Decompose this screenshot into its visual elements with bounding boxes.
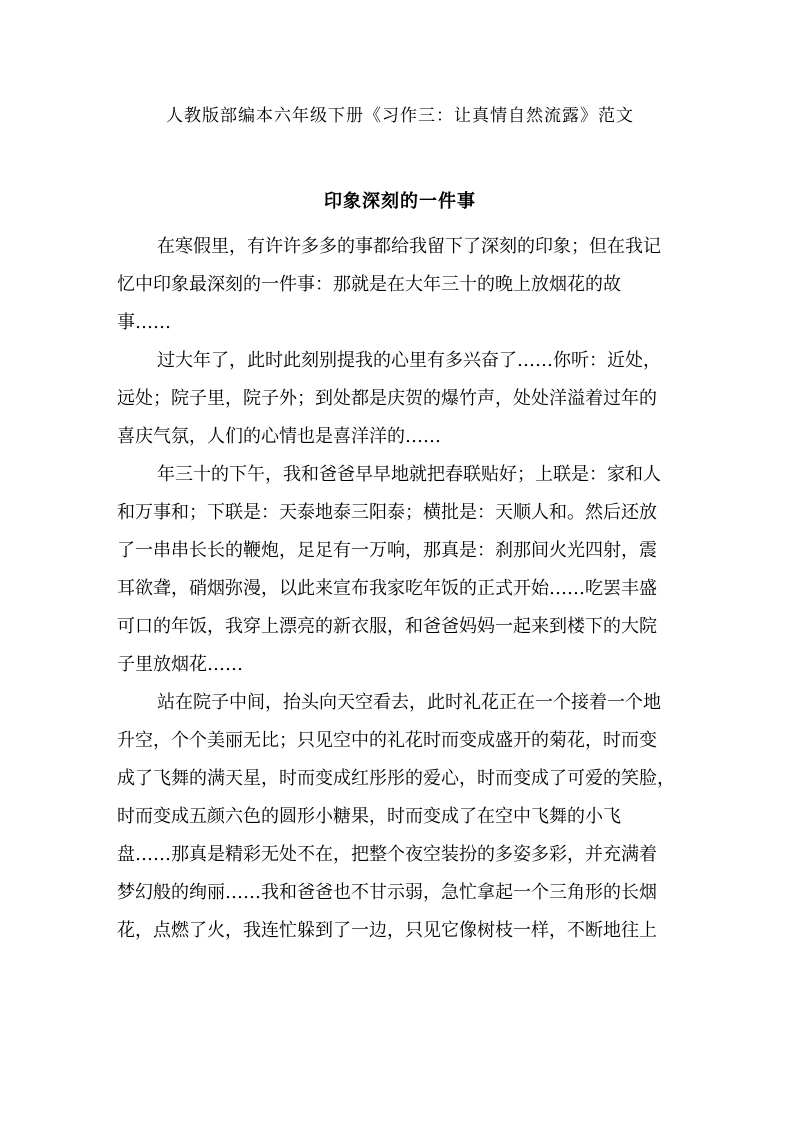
essay-body bbox=[117, 228, 685, 950]
paragraph-line: 喜庆气氛，人们的心情也是喜洋洋的…… bbox=[117, 426, 441, 447]
paragraph-line: 了一串串长长的鞭炮，足足有一万响，那真是：刹那间火光四射，震 bbox=[117, 540, 657, 561]
paragraph-1 bbox=[117, 228, 685, 342]
paragraph-line: 时而变成五颜六色的圆形小糖果，时而变成了在空中飞舞的小飞 bbox=[117, 806, 621, 827]
paragraph-line: 忆中印象最深刻的一件事：那就是在大年三十的晚上放烟花的故 bbox=[117, 274, 621, 295]
paragraph-line: 在寒假里，有许许多多的事都给我留下了深刻的印象；但在我记 bbox=[157, 236, 661, 257]
paragraph-line: 站在院子中间，抬头向天空看去，此时礼花正在一个接着一个地 bbox=[157, 692, 661, 713]
paragraph-line: 盘……那真是精彩无处不在，把整个夜空装扮的多姿多彩，并充满着 bbox=[117, 844, 657, 865]
paragraph-line: 可口的年饭，我穿上漂亮的新衣服，和爸爸妈妈一起来到楼下的大院 bbox=[117, 616, 657, 637]
paragraph-3 bbox=[117, 456, 685, 684]
paragraph-line: 过大年了，此时此刻别提我的心里有多兴奋了……你听：近处， bbox=[157, 350, 661, 371]
paragraph-line: 远处；院子里，院子外；到处都是庆贺的爆竹声，处处洋溢着过年的 bbox=[117, 388, 657, 409]
paragraph-line: 子里放烟花…… bbox=[117, 654, 243, 675]
paragraph-line: 花，点燃了火，我连忙躲到了一边，只见它像树枝一样，不断地往上 bbox=[117, 920, 657, 941]
essay-title: 印象深刻的一件事 bbox=[324, 191, 476, 212]
paragraph-line: 事…… bbox=[117, 312, 171, 333]
paragraph-2 bbox=[117, 342, 685, 456]
paragraph-line: 耳欲聋，硝烟弥漫，以此来宣布我家吃年饭的正式开始……吃罢丰盛 bbox=[117, 578, 657, 599]
paragraph-line: 年三十的下午，我和爸爸早早地就把春联贴好；上联是：家和人 bbox=[157, 464, 661, 485]
document-header: 人教版部编本六年级下册《习作三：让真情自然流露》范文 bbox=[166, 106, 634, 126]
paragraph-line: 和万事和；下联是：天泰地泰三阳泰；横批是：天顺人和。然后还放 bbox=[117, 502, 657, 523]
paragraph-line: 成了飞舞的满天星，时而变成红彤彤的爱心，时而变成了可爱的笑脸， bbox=[117, 768, 675, 789]
paragraph-4 bbox=[117, 684, 685, 950]
paragraph-line: 升空，个个美丽无比；只见空中的礼花时而变成盛开的菊花，时而变 bbox=[117, 730, 657, 751]
paragraph-line: 梦幻般的绚丽……我和爸爸也不甘示弱，急忙拿起一个三角形的长烟 bbox=[117, 882, 657, 903]
